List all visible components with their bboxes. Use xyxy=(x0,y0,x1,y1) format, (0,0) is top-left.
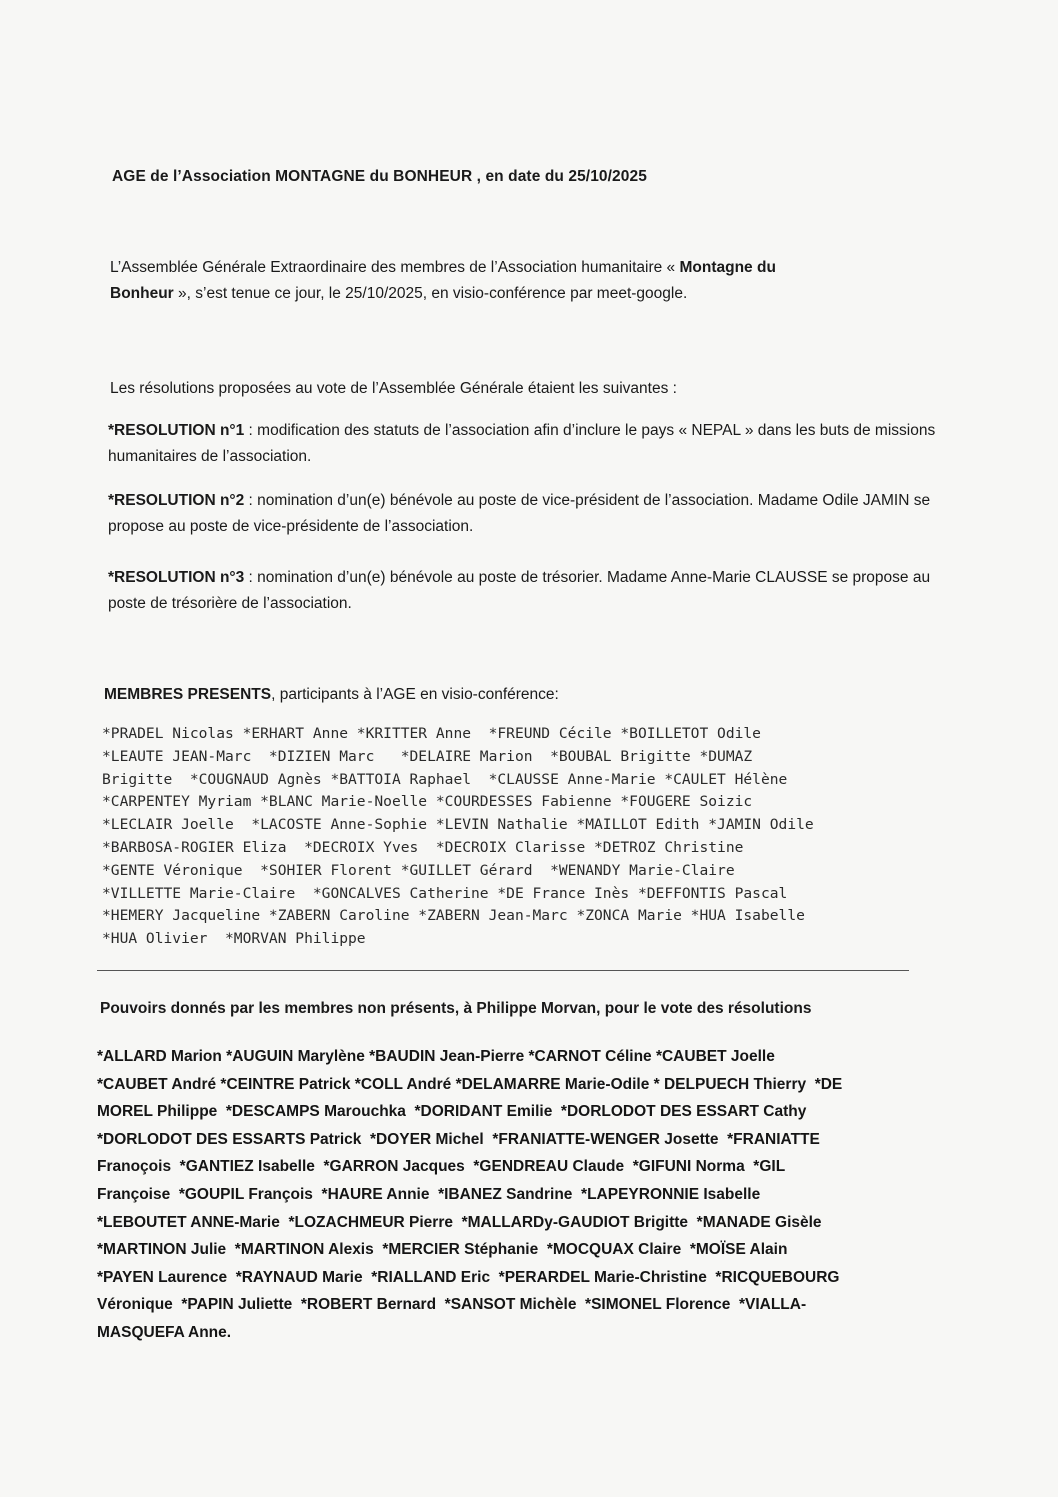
members-line: *VILLETTE Marie-Claire *GONCALVES Catherine *DE France Inès *DEFFONTIS Pascal xyxy=(102,884,788,902)
resolution-1-label: *RESOLUTION n°1 xyxy=(108,422,245,439)
resolutions-heading: Les résolutions proposées au vote de l’Assemblée Générale étaient les suivantes : xyxy=(110,380,677,397)
proxies-line: *DORLODOT DES ESSARTS Patrick *DOYER Michel *FRANIATTE-WENGER Josette *FRANIATTE xyxy=(97,1130,820,1148)
resolution-2-label: *RESOLUTION n°2 xyxy=(108,492,245,509)
association-name-1: Montagne du xyxy=(679,259,776,276)
resolution-1 xyxy=(108,418,948,470)
resolution-2-text: : nomination d’un(e) bénévole au poste de vice-président de l’association. Madame Odile JAMIN se propose au poste de vice-présidente de l’association. xyxy=(108,492,931,535)
members-line: Brigitte *COUGNAUD Agnès *BATTOIA Raphael *CLAUSSE Anne-Marie *CAULET Hélène xyxy=(102,770,788,788)
resolution-2 xyxy=(108,488,948,540)
members-line: *PRADEL Nicolas *ERHART Anne *KRITTER Anne *FREUND Cécile *BOILLETOT Odile xyxy=(102,725,761,742)
proxies-list xyxy=(97,1043,917,1347)
resolution-3-text: : nomination d’un(e) bénévole au poste de trésorier. Madame Anne-Marie CLAUSSE se propose au poste de trésorière de l’association. xyxy=(108,569,931,612)
proxies-line: *CAUBET André *CEINTRE Patrick *COLL André *DELAMARRE Marie-Odile * DELPUECH Thierry *DE xyxy=(97,1075,843,1093)
document-title: AGE de l’Association MONTAGNE du BONHEUR , en date du 25/10/2025 xyxy=(112,168,647,185)
members-heading-label: MEMBRES PRESENTS xyxy=(104,686,272,703)
proxies-line: Françoise *GOUPIL François *HAURE Annie *IBANEZ Sandrine *LAPEYRONNIE Isabelle xyxy=(97,1185,761,1203)
members-list xyxy=(102,723,922,951)
members-line: *HEMERY Jacqueline *ZABERN Caroline *ZABERN Jean-Marc *ZONCA Marie *HUA Isabelle xyxy=(102,907,805,925)
proxies-line: *LEBOUTET ANNE-Marie *LOZACHMEUR Pierre *MALLARDy-GAUDIOT Brigitte *MANADE Gisèle xyxy=(97,1213,822,1231)
proxies-line: Franoçois *GANTIEZ Isabelle *GARRON Jacques *GENDREAU Claude *GIFUNI Norma *GIL xyxy=(97,1158,786,1176)
proxies-line: *ALLARD Marion *AUGUIN Marylène *BAUDIN Jean-Pierre *CARNOT Céline *CAUBET Joelle xyxy=(97,1048,775,1065)
proxies-line: MOREL Philippe *DESCAMPS Marouchka *DORIDANT Emilie *DORLODOT DES ESSART Cathy xyxy=(97,1103,807,1121)
members-line: *GENTE Véronique *SOHIER Florent *GUILLET Gérard *WENANDY Marie-Claire xyxy=(102,861,735,879)
proxies-line: *PAYEN Laurence *RAYNAUD Marie *RIALLAND Eric *PERARDEL Marie-Christine *RICQUEBOURG xyxy=(97,1268,840,1286)
resolution-3 xyxy=(108,565,948,617)
members-line: *BARBOSA-ROGIER Eliza *DECROIX Yves *DECROIX Clarisse *DETROZ Christine xyxy=(102,838,744,856)
resolution-1-text: : modification des statuts de l’association afin d’inclure le pays « NEPAL » dans les buts de missions humanitaires de l’association. xyxy=(108,422,936,465)
proxies-line: MASQUEFA Anne. xyxy=(97,1323,232,1341)
proxies-line: *MARTINON Julie *MARTINON Alexis *MERCIER Stéphanie *MOCQUAX Claire *MOÏSE Alain xyxy=(97,1241,788,1259)
members-line: *LECLAIR Joelle *LACOSTE Anne-Sophie *LEVIN Nathalie *MAILLOT Edith *JAMIN Odile xyxy=(102,816,814,834)
members-line: *LEAUTE JEAN-Marc *DIZIEN Marc *DELAIRE Marion *BOUBAL Brigitte *DUMAZ xyxy=(102,747,753,765)
intro-text-1: L’Assemblée Générale Extraordinaire des membres de l’Association humanitaire « xyxy=(110,259,680,276)
association-name-2: Bonheur xyxy=(110,285,174,302)
members-line: *HUA Olivier *MORVAN Philippe xyxy=(102,930,366,948)
intro-paragraph xyxy=(110,255,900,307)
proxies-line: Véronique *PAPIN Juliette *ROBERT Bernard *SANSOT Michèle *SIMONEL Florence *VIALLA- xyxy=(97,1296,807,1314)
members-heading xyxy=(104,686,559,704)
members-heading-rest: , participants à l’AGE en visio-conférence: xyxy=(271,686,559,703)
members-line: *CARPENTEY Myriam *BLANC Marie-Noelle *COURDESSES Fabienne *FOUGERE Soizic xyxy=(102,793,753,811)
resolution-3-label: *RESOLUTION n°3 xyxy=(108,569,245,586)
section-divider xyxy=(97,970,909,971)
intro-text-2: », s’est tenue ce jour, le 25/10/2025, en visio-conférence par meet-google. xyxy=(173,285,688,302)
proxies-heading: Pouvoirs donnés par les membres non présents, à Philippe Morvan, pour le vote des résolutions xyxy=(100,1000,812,1017)
